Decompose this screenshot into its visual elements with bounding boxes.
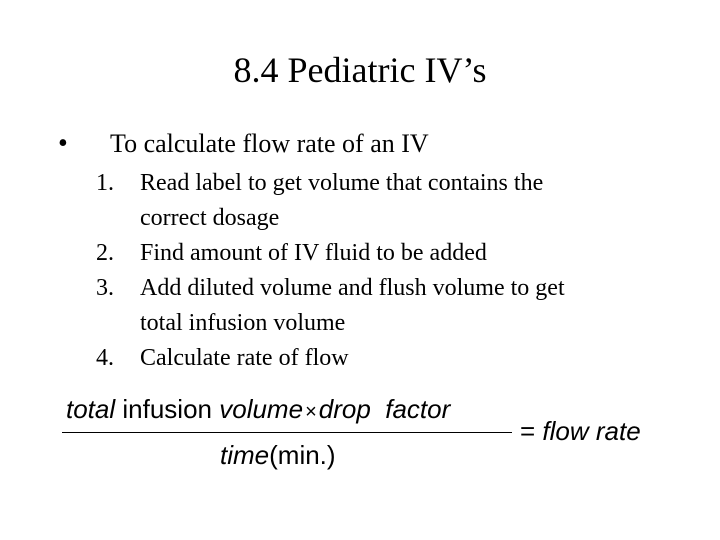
step-text: Calculate rate of flow (140, 345, 349, 371)
formula-numerator (66, 392, 450, 429)
numerator-infusion: infusion (115, 394, 220, 424)
denominator-unit: (min.) (269, 440, 336, 470)
step-text: Add diluted volume and flush volume to get (140, 275, 565, 301)
multiply-symbol: × (305, 401, 317, 423)
formula-result (520, 414, 641, 448)
step-text: Find amount of IV fluid to be added (140, 240, 487, 266)
numerator-volume: volume (219, 394, 304, 424)
flow-rate-formula (62, 392, 682, 482)
numerator-factor: factor (370, 394, 451, 424)
list-item (96, 236, 660, 271)
list-item (96, 166, 660, 236)
numerator-drop: drop (318, 394, 371, 424)
numerator-total: total (66, 394, 116, 424)
step-text-continued: correct dosage (140, 205, 280, 231)
step-number: 4. (96, 345, 114, 371)
step-number: 2. (96, 240, 114, 266)
denominator-time: time (220, 440, 270, 470)
step-number: 1. (96, 170, 114, 196)
steps-list (96, 166, 660, 376)
result-flow-rate: flow rate (542, 416, 641, 446)
slide-title: 8.4 Pediatric IV’s (233, 50, 487, 90)
step-text: Read label to get volume that contains the (140, 170, 544, 196)
equals-symbol: = (520, 416, 536, 446)
list-item (96, 271, 660, 341)
bullet-text: To calculate flow rate of an IV (110, 129, 429, 158)
fraction-bar (62, 432, 512, 433)
step-text-continued: total infusion volume (140, 310, 346, 336)
list-item (96, 341, 660, 376)
bullet-symbol: • (58, 128, 68, 159)
step-number: 3. (96, 275, 114, 301)
formula-denominator (220, 438, 336, 472)
